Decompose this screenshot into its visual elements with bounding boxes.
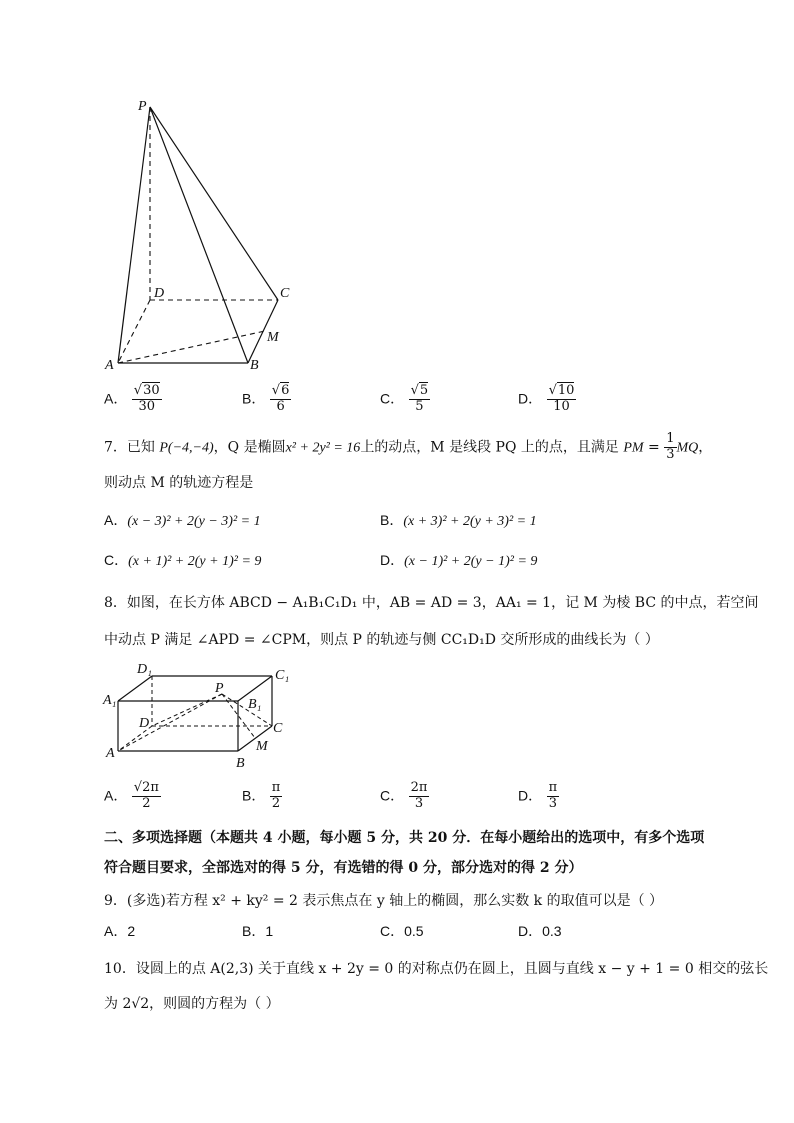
q8-option-b[interactable]: B． $\frac{\pi}{2}$: [242, 780, 281, 811]
pyramid-figure: [100, 95, 300, 380]
q6-option-c[interactable]: C． $\frac{√5}{5}$: [380, 383, 429, 414]
cube-label-D1: D₁: [137, 662, 152, 677]
label-A: A: [105, 358, 114, 373]
q8-option-d[interactable]: D． $\frac{\pi}{3}$: [518, 780, 558, 811]
q8-option-c[interactable]: C． $\frac{2\pi}{3}$: [380, 780, 428, 811]
cube-label-B1: B₁: [248, 697, 262, 712]
q9-option-b[interactable]: B．1: [242, 923, 274, 939]
q7-line2: 则动点 M 的轨迹方程是: [104, 475, 254, 491]
q7-option-a[interactable]: A．(x − 3)² + 2(y − 3)² = 1: [104, 512, 261, 529]
label-P: P: [138, 99, 147, 114]
cube-label-A1: A₁: [103, 693, 117, 708]
q6-option-a[interactable]: A． $\frac{√30}{30}$: [104, 383, 160, 414]
q7-option-d[interactable]: D．(x − 1)² + 2(y − 1)² = 9: [380, 552, 538, 569]
q8-line2: 中动点 P 满足 ∠APD = ∠CPM，则点 P 的轨迹与侧 CC₁D₁D 交所形成的曲线长为（ ）: [104, 632, 659, 648]
cube-label-C1: C₁: [275, 668, 290, 683]
cube-label-C: C: [273, 721, 283, 736]
q7-option-c[interactable]: C．(x + 1)² + 2(y + 1)² = 9: [104, 552, 262, 569]
cube-label-A: A: [106, 746, 115, 761]
cube-label-B: B: [236, 756, 245, 771]
q10-line2: 为 2√2，则圆的方程为（ ）: [104, 996, 280, 1012]
section2-heading-line2: 符合题目要求，全部选对的得 5 分，有选错的得 0 分，部分选对的得 2 分）: [104, 860, 583, 876]
q8-option-a[interactable]: A． $\frac{√2\pi}{2}$: [104, 780, 159, 811]
q9-option-c[interactable]: C．0.5: [380, 923, 424, 939]
q6-option-b[interactable]: B． $\frac{√6}{6}$: [242, 383, 290, 414]
cube-label-D: D: [139, 716, 150, 731]
cuboid-figure: [100, 660, 300, 772]
q9-option-a[interactable]: A．2: [104, 923, 136, 939]
cube-label-P: P: [215, 681, 224, 696]
q8-line1: 8．如图，在长方体 ABCD − A₁B₁C₁D₁ 中，AB = AD = 3，AA₁ = 1，记 M 为棱 BC 的中点，若空间: [104, 595, 759, 611]
cube-label-M: M: [256, 739, 268, 754]
label-C: C: [280, 286, 290, 301]
section2-heading: 二、多项选择题（本题共 4 小题，每小题 5 分，共 20 分．在每小题给出的选项中，有多个选项: [104, 830, 705, 846]
label-M: M: [267, 330, 279, 345]
q7-stem: 7．已知 P(−4,−4)，Q 是椭圆x² + 2y² = 16上的动点，M 是线段 PQ 上的点，且满足 PM = $\frac{1}{3}$ MQ，: [104, 431, 713, 462]
q7-option-b[interactable]: B．(x + 3)² + 2(y + 3)² = 1: [380, 512, 537, 529]
q9-stem: 9．(多选)若方程 x² + ky² = 2 表示焦点在 y 轴上的椭圆，那么实数 k 的取值可以是（ ）: [104, 893, 664, 909]
label-D: D: [154, 286, 165, 301]
q10-line1: 10．设圆上的点 A(2,3) 关于直线 x + 2y = 0 的对称点仍在圆上，且圆与直线 x − y + 1 = 0 相交的弦长: [104, 961, 769, 977]
q9-option-d[interactable]: D．0.3: [518, 923, 562, 939]
label-B: B: [250, 358, 259, 373]
q6-option-d[interactable]: D． $\frac{√10}{10}$: [518, 383, 575, 414]
